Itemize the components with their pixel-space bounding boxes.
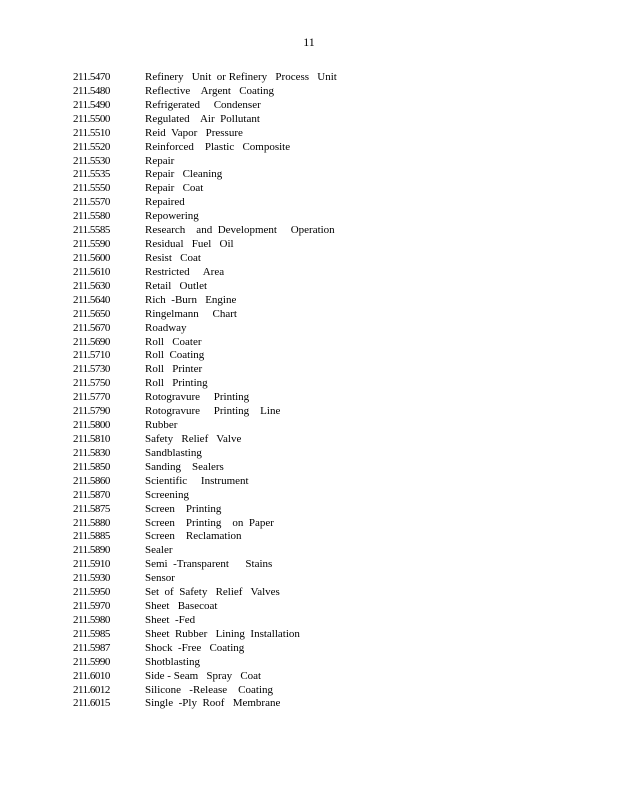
section-number: 211.5930	[73, 572, 110, 585]
definition-row	[73, 586, 553, 600]
definition-row	[73, 544, 553, 558]
definition-row	[73, 530, 553, 544]
defined-term: Ringelmann Chart	[145, 307, 237, 320]
defined-term: Refinery Unit or Refinery Process Unit	[145, 71, 337, 83]
defined-term: Screen Printing	[145, 502, 222, 515]
defined-term: Sensor	[145, 572, 175, 585]
section-number: 211.5580	[73, 210, 110, 223]
defined-term: Repaired	[145, 196, 185, 209]
definition-row	[73, 336, 553, 350]
section-number: 211.5650	[73, 307, 110, 320]
section-number: 211.5670	[73, 321, 110, 334]
definition-row	[73, 71, 553, 85]
section-number: 211.5640	[73, 293, 110, 306]
definition-row	[73, 266, 553, 280]
section-number: 211.5770	[73, 391, 110, 404]
defined-term: Silicone -Release Coating	[145, 683, 273, 696]
definition-row	[73, 377, 553, 391]
defined-term: Rotogravure Printing	[145, 391, 250, 404]
section-number: 211.5535	[73, 168, 110, 181]
section-number: 211.5990	[73, 655, 110, 668]
section-number: 211.5800	[73, 419, 110, 432]
section-number: 211.5730	[73, 363, 110, 376]
definition-row	[73, 294, 553, 308]
section-number: 211.5600	[73, 251, 110, 264]
defined-term: Sheet -Fed	[145, 613, 196, 626]
defined-term: Safety Relief Valve	[145, 432, 242, 445]
section-number: 211.5980	[73, 613, 110, 626]
section-number: 211.5490	[73, 98, 110, 111]
section-number: 211.5510	[73, 126, 110, 139]
defined-term: Set of Safety Relief Valves	[145, 586, 280, 599]
section-number: 211.5500	[73, 112, 110, 125]
defined-term: Semi -Transparent Stains	[145, 558, 273, 571]
defined-term: Screening	[145, 488, 189, 501]
definition-row	[73, 155, 553, 169]
section-number: 211.5530	[73, 154, 110, 167]
definition-row	[73, 697, 553, 711]
defined-term: Sanding Sealers	[145, 460, 224, 473]
section-number: 211.5950	[73, 586, 110, 599]
defined-term: Sheet Rubber Lining Installation	[145, 627, 300, 640]
definition-row	[73, 210, 553, 224]
defined-term: Rubber	[145, 419, 178, 432]
defined-term: Reflective Argent Coating	[145, 84, 275, 97]
definition-row	[73, 322, 553, 336]
defined-term: Scientific Instrument	[145, 474, 249, 487]
defined-term: Roadway	[145, 321, 187, 334]
section-number: 211.6010	[73, 669, 110, 682]
defined-term: Roll Printing	[145, 377, 208, 390]
definition-row	[73, 224, 553, 238]
section-number: 211.5590	[73, 238, 110, 251]
section-number: 211.5750	[73, 377, 110, 390]
definition-row	[73, 558, 553, 572]
definition-row	[73, 99, 553, 113]
section-number: 211.5885	[73, 530, 110, 543]
defined-term: Roll Printer	[145, 363, 203, 376]
definition-row	[73, 419, 553, 433]
section-number: 211.5880	[73, 516, 110, 529]
defined-term: Refrigerated Condenser	[145, 98, 261, 111]
section-number: 211.5570	[73, 196, 110, 209]
definition-row	[73, 405, 553, 419]
section-number: 211.5860	[73, 474, 110, 487]
section-number: 211.5550	[73, 182, 110, 195]
page-number: 11	[303, 35, 315, 49]
defined-term: Repair	[145, 154, 175, 167]
definition-row	[73, 447, 553, 461]
definition-row	[73, 517, 553, 531]
section-number: 211.5910	[73, 558, 110, 571]
section-number: 211.5610	[73, 265, 110, 278]
defined-term: Restricted Area	[145, 265, 225, 278]
definition-row	[73, 127, 553, 141]
section-number: 211.5710	[73, 349, 110, 362]
definition-row	[73, 168, 553, 182]
defined-term: Retail Outlet	[145, 279, 208, 292]
section-number: 211.5985	[73, 627, 110, 640]
definition-row	[73, 614, 553, 628]
section-number: 211.5890	[73, 544, 110, 557]
definition-row	[73, 363, 553, 377]
definitions-list	[73, 71, 553, 711]
section-number: 211.6015	[73, 697, 110, 710]
section-number: 211.5480	[73, 84, 110, 97]
defined-term: Resist Coat	[145, 251, 201, 264]
definition-row	[73, 600, 553, 614]
definition-row	[73, 684, 553, 698]
definition-row	[73, 391, 553, 405]
section-number: 211.5810	[73, 432, 110, 445]
defined-term: Rich -Burn Engine	[145, 293, 237, 306]
section-number: 211.5690	[73, 335, 110, 348]
defined-term: Sheet Basecoat	[145, 600, 218, 613]
definition-row	[73, 628, 553, 642]
defined-term: Screen Reclamation	[145, 530, 242, 543]
defined-term: Repair Coat	[145, 182, 204, 195]
section-number: 211.5520	[73, 140, 110, 153]
defined-term: Reinforced Plastic Composite	[145, 140, 291, 153]
definition-row	[73, 475, 553, 489]
definition-row	[73, 489, 553, 503]
section-number: 211.5830	[73, 446, 110, 459]
defined-term: Side - Seam Spray Coat	[145, 669, 262, 682]
definition-row	[73, 656, 553, 670]
definition-row	[73, 349, 553, 363]
defined-term: Sandblasting	[145, 446, 202, 459]
defined-term: Sealer	[145, 544, 173, 557]
definition-row	[73, 141, 553, 155]
defined-term: Single -Ply Roof Membrane	[145, 697, 281, 710]
defined-term: Repair Cleaning	[145, 168, 223, 181]
defined-term: Reid Vapor Pressure	[145, 126, 243, 139]
definition-row	[73, 433, 553, 447]
defined-term: Shock -Free Coating	[145, 641, 245, 654]
section-number: 211.5630	[73, 279, 110, 292]
defined-term: Rotogravure Printing Line	[145, 405, 281, 418]
definition-row	[73, 238, 553, 252]
definition-row	[73, 670, 553, 684]
definition-row	[73, 113, 553, 127]
definition-row	[73, 503, 553, 517]
section-number: 211.5870	[73, 488, 110, 501]
definition-row	[73, 572, 553, 586]
defined-term: Research and Development Operation	[145, 224, 335, 237]
section-number: 211.5875	[73, 502, 110, 515]
defined-term: Repowering	[145, 210, 199, 223]
section-number: 211.5850	[73, 460, 110, 473]
definition-row	[73, 308, 553, 322]
definition-row	[73, 252, 553, 266]
section-number: 211.5585	[73, 224, 110, 237]
definition-row	[73, 196, 553, 210]
section-number: 211.5470	[73, 71, 110, 83]
section-number: 211.6012	[73, 683, 110, 696]
section-number: 211.5970	[73, 600, 110, 613]
defined-term: Roll Coating	[145, 349, 205, 362]
definition-row	[73, 642, 553, 656]
definition-row	[73, 85, 553, 99]
defined-term: Regulated Air Pollutant	[145, 112, 260, 125]
definition-row	[73, 280, 553, 294]
definition-row	[73, 182, 553, 196]
defined-term: Screen Printing on Paper	[145, 516, 274, 529]
section-number: 211.5790	[73, 405, 110, 418]
defined-term: Residual Fuel Oil	[145, 238, 234, 251]
defined-term: Shotblasting	[145, 655, 201, 668]
section-number: 211.5987	[73, 641, 110, 654]
definition-row	[73, 461, 553, 475]
defined-term: Roll Coater	[145, 335, 202, 348]
